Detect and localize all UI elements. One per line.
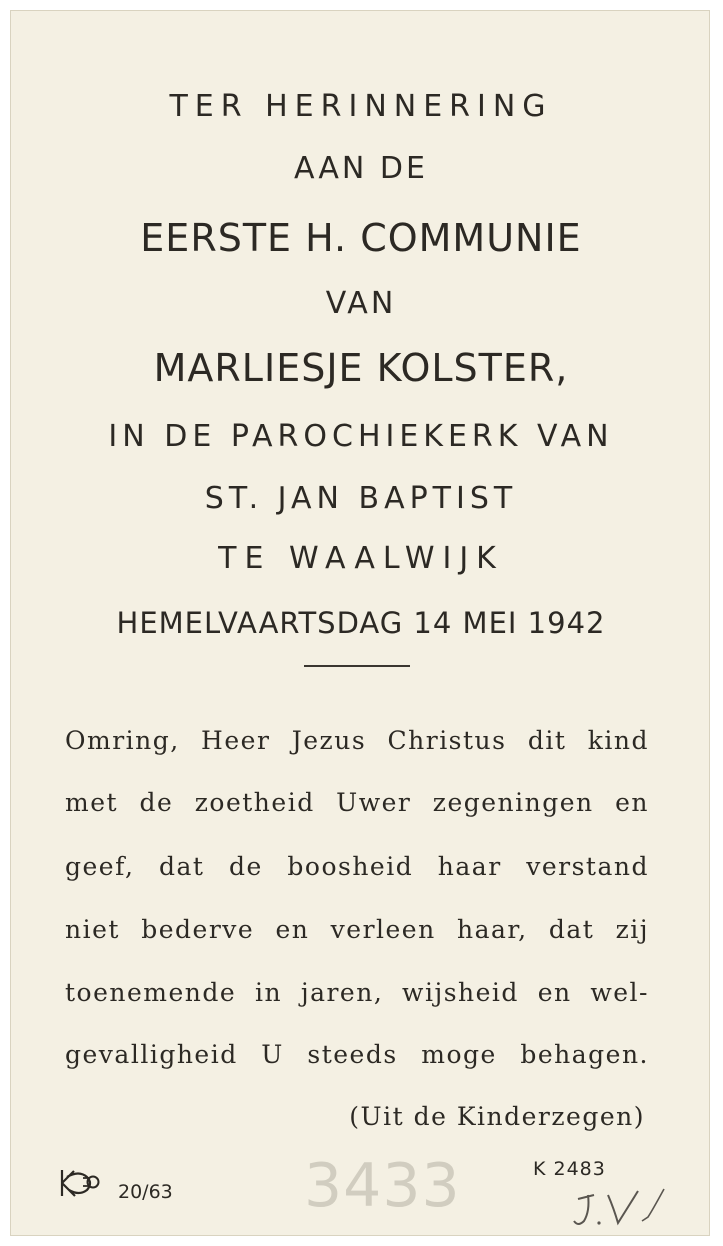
prayer-line: gevalligheid U steeds moge behagen. (65, 1040, 649, 1069)
prayer-line: niet bederve en verleen haar, dat zij (65, 915, 649, 944)
archive-stamp-number: 3433 (304, 1151, 461, 1221)
prayer-line: Omring, Heer Jezus Christus dit kind (65, 726, 649, 755)
handwritten-initials (566, 1181, 676, 1241)
place-name: TE WAALWIJK (218, 541, 504, 576)
prayer-line: geef, dat de boosheid haar verstand (65, 852, 649, 881)
memorial-card (10, 10, 710, 1236)
heading-line-1: TER HERINNERING (169, 89, 553, 124)
date-line: HEMELVAARTSDAG 14 MEI 1942 (116, 606, 606, 640)
divider-rule (304, 665, 410, 667)
heading-title: EERSTE H. COMMUNIE (140, 216, 582, 260)
heading-line-6: IN DE PAROCHIEKERK VAN (108, 419, 614, 454)
publisher-logo-icon (59, 1168, 103, 1198)
publisher-number: 20/63 (118, 1181, 173, 1203)
heading-line-2: AAN DE (294, 151, 428, 186)
prayer-source: (Uit de Kinderzegen) (349, 1102, 645, 1131)
child-name: MARLIESJE KOLSTER, (153, 346, 569, 390)
church-name: ST. JAN BAPTIST (204, 481, 518, 516)
prayer-line: toenemende in jaren, wijsheid en wel- (65, 978, 649, 1007)
catalog-number: K 2483 (533, 1158, 606, 1180)
prayer-line: met de zoetheid Uwer zegeningen en (65, 788, 649, 817)
heading-line-4: VAN (325, 286, 397, 321)
